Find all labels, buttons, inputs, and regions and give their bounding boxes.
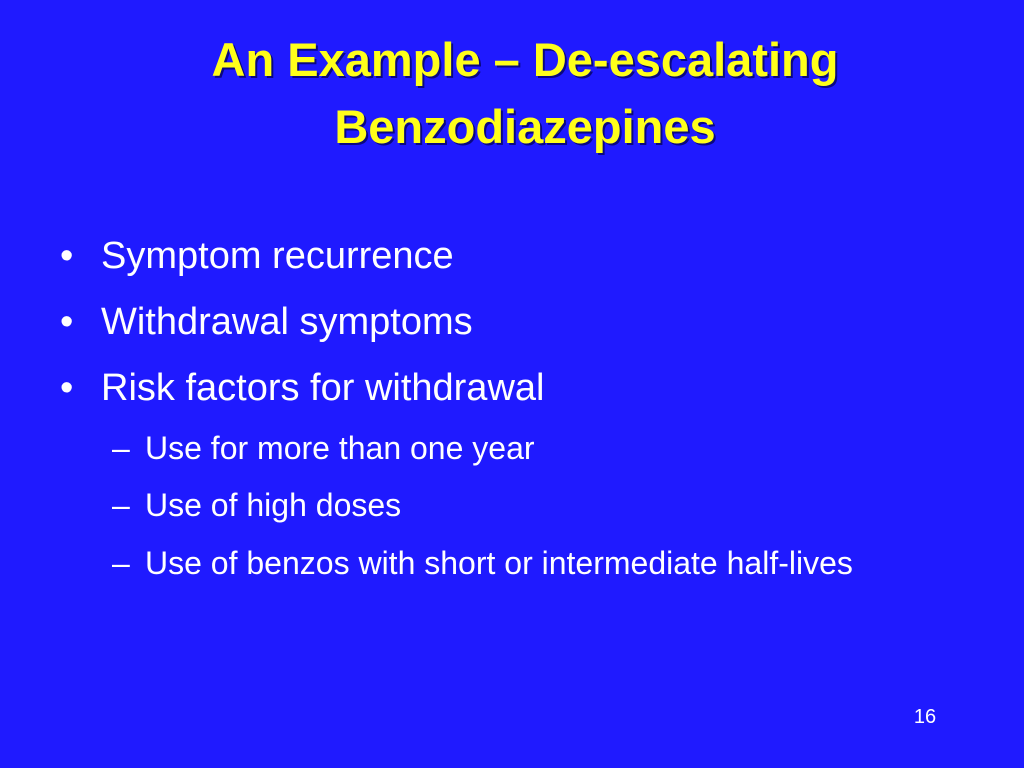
subbullet-marker: – (112, 430, 130, 466)
subbullet-text: Use for more than one year (145, 430, 535, 466)
slide-title-line-2: Benzodiazepines (334, 100, 716, 153)
bullet-text: Symptom recurrence (101, 235, 454, 277)
bullet-marker: • (60, 301, 74, 343)
subbullet-marker: – (112, 545, 130, 581)
slide-title-line-1: An Example – De-escalating (211, 33, 839, 86)
page-number: 16 (913, 706, 937, 728)
bullet-text: Withdrawal symptoms (101, 301, 473, 343)
subbullet-marker: – (112, 487, 130, 523)
bullet-marker: • (60, 235, 74, 277)
bullet-marker: • (60, 367, 74, 409)
subbullet-text: Use of benzos with short or intermediate half-lives (145, 545, 853, 581)
bullet-text: Risk factors for withdrawal (101, 367, 545, 409)
subbullet-text: Use of high doses (145, 487, 402, 523)
